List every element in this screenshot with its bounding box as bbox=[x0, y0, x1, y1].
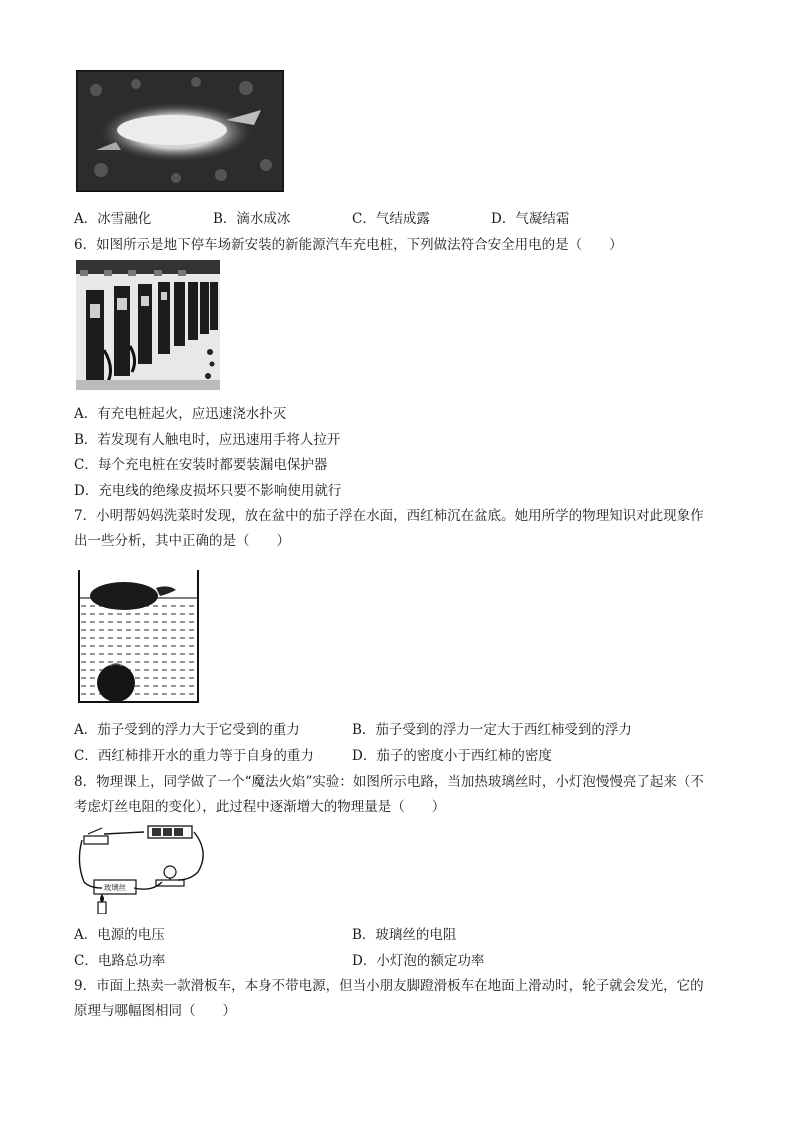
q8-option-b: B．玻璃丝的电阻 bbox=[352, 927, 457, 943]
q5-option-a: A．冰雪融化 bbox=[74, 211, 152, 227]
q7-option-d: D．茄子的密度小于西红柿的密度 bbox=[352, 748, 552, 764]
q5-option-d: D．气凝结霜 bbox=[491, 211, 570, 227]
q7-stem-line2: 出一些分析，其中正确的是（ ） bbox=[74, 533, 290, 549]
q6-option-b: B．若发现有人触电时，应迅速用手将人拉开 bbox=[74, 432, 341, 448]
circuit-figure bbox=[74, 822, 210, 914]
q8-option-a: A．电源的电压 bbox=[74, 927, 165, 943]
q8-option-c: C．电路总功率 bbox=[74, 953, 166, 969]
glass-wire-label: 玻璃丝 bbox=[103, 883, 127, 892]
q6-option-d: D．充电线的绝缘皮损坏只要不影响使用就行 bbox=[74, 483, 342, 499]
battery-pack bbox=[148, 826, 192, 838]
q5-option-b: B．滴水成冰 bbox=[213, 211, 291, 227]
switch bbox=[84, 828, 108, 844]
q7-option-a: A．茄子受到的浮力大于它受到的重力 bbox=[74, 722, 300, 738]
q8-option-d: D．小灯泡的额定功率 bbox=[352, 953, 485, 969]
q7-stem-line1: 7．小明帮妈妈洗菜时发现，放在盆中的茄子浮在水面，西红柿沉在盆底。她用所学的物理知识对此现象作 bbox=[74, 508, 704, 524]
q7-option-c: C．西红柿排开水的重力等于自身的重力 bbox=[74, 748, 314, 764]
q6-option-c: C．每个充电桩在安装时都要装漏电保护器 bbox=[74, 457, 328, 473]
q8-stem-line2: 考虑灯丝电阻的变化），此过程中逐渐增大的物理量是（ ） bbox=[74, 799, 446, 815]
tomato bbox=[97, 664, 135, 702]
basin-figure bbox=[76, 568, 202, 706]
q6-option-a: A．有充电桩起火，应迅速浇水扑灭 bbox=[74, 406, 287, 422]
q5-option-c: C．气结成露 bbox=[352, 211, 430, 227]
frost-photo bbox=[76, 70, 284, 192]
q6-stem: 6．如图所示是地下停车场新安装的新能源汽车充电桩，下列做法符合安全用电的是（ ） bbox=[74, 237, 623, 253]
q9-stem-line2: 原理与哪幅图相同（ ） bbox=[74, 1003, 236, 1019]
q7-option-b: B．茄子受到的浮力一定大于西红柿受到的浮力 bbox=[352, 722, 632, 738]
eggplant bbox=[90, 582, 158, 610]
q8-stem-line1: 8．物理课上，同学做了一个“魔法火焰”实验：如图所示电路，当加热玻璃丝时，小灯泡慢慢亮了起来（不 bbox=[74, 774, 704, 790]
charging-station-photo bbox=[76, 260, 220, 390]
q9-stem-line1: 9．市面上热卖一款滑板车，本身不带电源，但当小朋友脚蹬滑板车在地面上滑动时，轮子就会发光，它的 bbox=[74, 978, 704, 994]
candle bbox=[98, 894, 106, 914]
